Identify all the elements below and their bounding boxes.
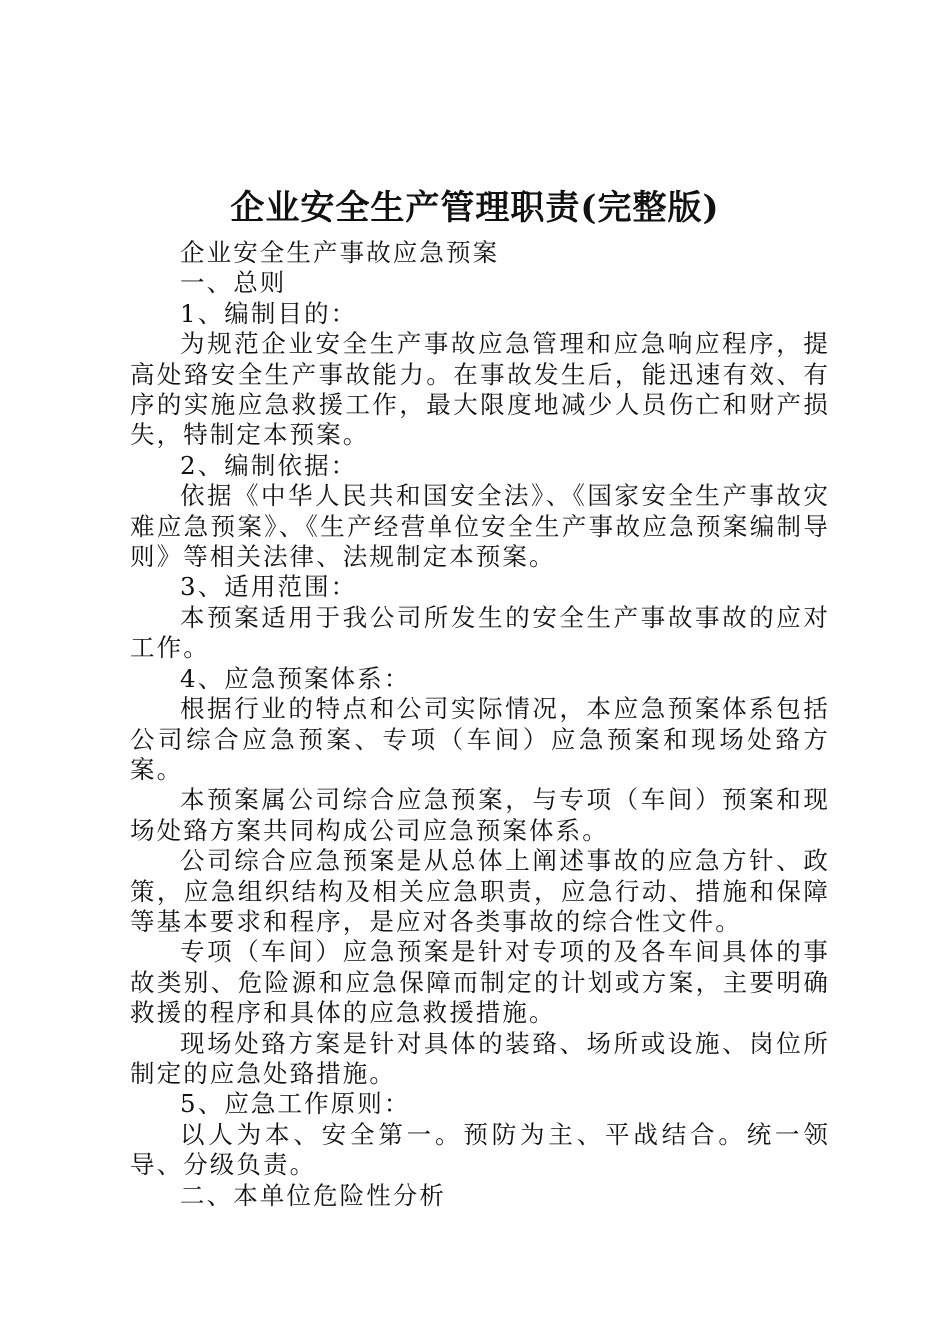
paragraph-plan-name: 企业安全生产事故应急预案 [180,238,500,267]
paragraph-special-plan: 专项（车间）应急预案是针对专项的及各车间具体的事故类别、危险源和应急保障而制定的计划或方案，主要明确救援的程序和具体的应急救援措施。 [130,937,830,1028]
paragraph-comprehensive-plan: 公司综合应急预案是从总体上阐述事故的应急方针、政策，应急组织结构及相关应急职责，应急行动、措施和保障等基本要求和程序，是应对各类事故的综合性文件。 [130,846,830,936]
paragraph-principles: 以人为本、安全第一。预防为主、平战结合。统一领导、分级负责。 [130,1119,830,1180]
section-heading-hazard-analysis: 二、本单位危险性分析 [180,1180,446,1210]
paragraph-scope: 本预案适用于我公司所发生的安全生产事故事故的应对工作。 [130,602,830,663]
subheading-plan-system: 4、应急预案体系： [180,663,411,693]
subheading-principles: 5、应急工作原则： [180,1089,411,1119]
paragraph-plan-composition: 本预案属公司综合应急预案，与专项（车间）预案和现场处臵方案共同构成公司应急预案体系。 [130,785,830,845]
section-heading-general: 一、总则 [180,268,287,298]
subheading-scope: 3、适用范围： [180,572,358,602]
document-title: 企业安全生产管理职责(完整版) [230,188,720,228]
subheading-basis: 2、编制依据： [180,450,358,480]
paragraph-basis: 依据《中华人民共和国安全法》、《国家安全生产事故灾难应急预案》、《生产经营单位安全生产事故应急预案编制导则》等相关法律、法规制定本预案。 [130,481,830,572]
paragraph-plan-system: 根据行业的特点和公司实际情况，本应急预案体系包括公司综合应急预案、专项（车间）应急预案和现场处臵方案。 [130,694,830,784]
subheading-purpose: 1、编制目的： [180,298,358,328]
paragraph-onsite-plan: 现场处臵方案是针对具体的装臵、场所或设施、岗位所制定的应急处臵措施。 [130,1028,830,1088]
document-body [130,238,830,1211]
paragraph-purpose: 为规范企业安全生产事故应急管理和应急响应程序，提高处臵安全生产事故能力。在事故发生后，能迅速有效、有序的实施应急救援工作，最大限度地减少人员伤亡和财产损失，特制定本预案。 [130,329,830,450]
